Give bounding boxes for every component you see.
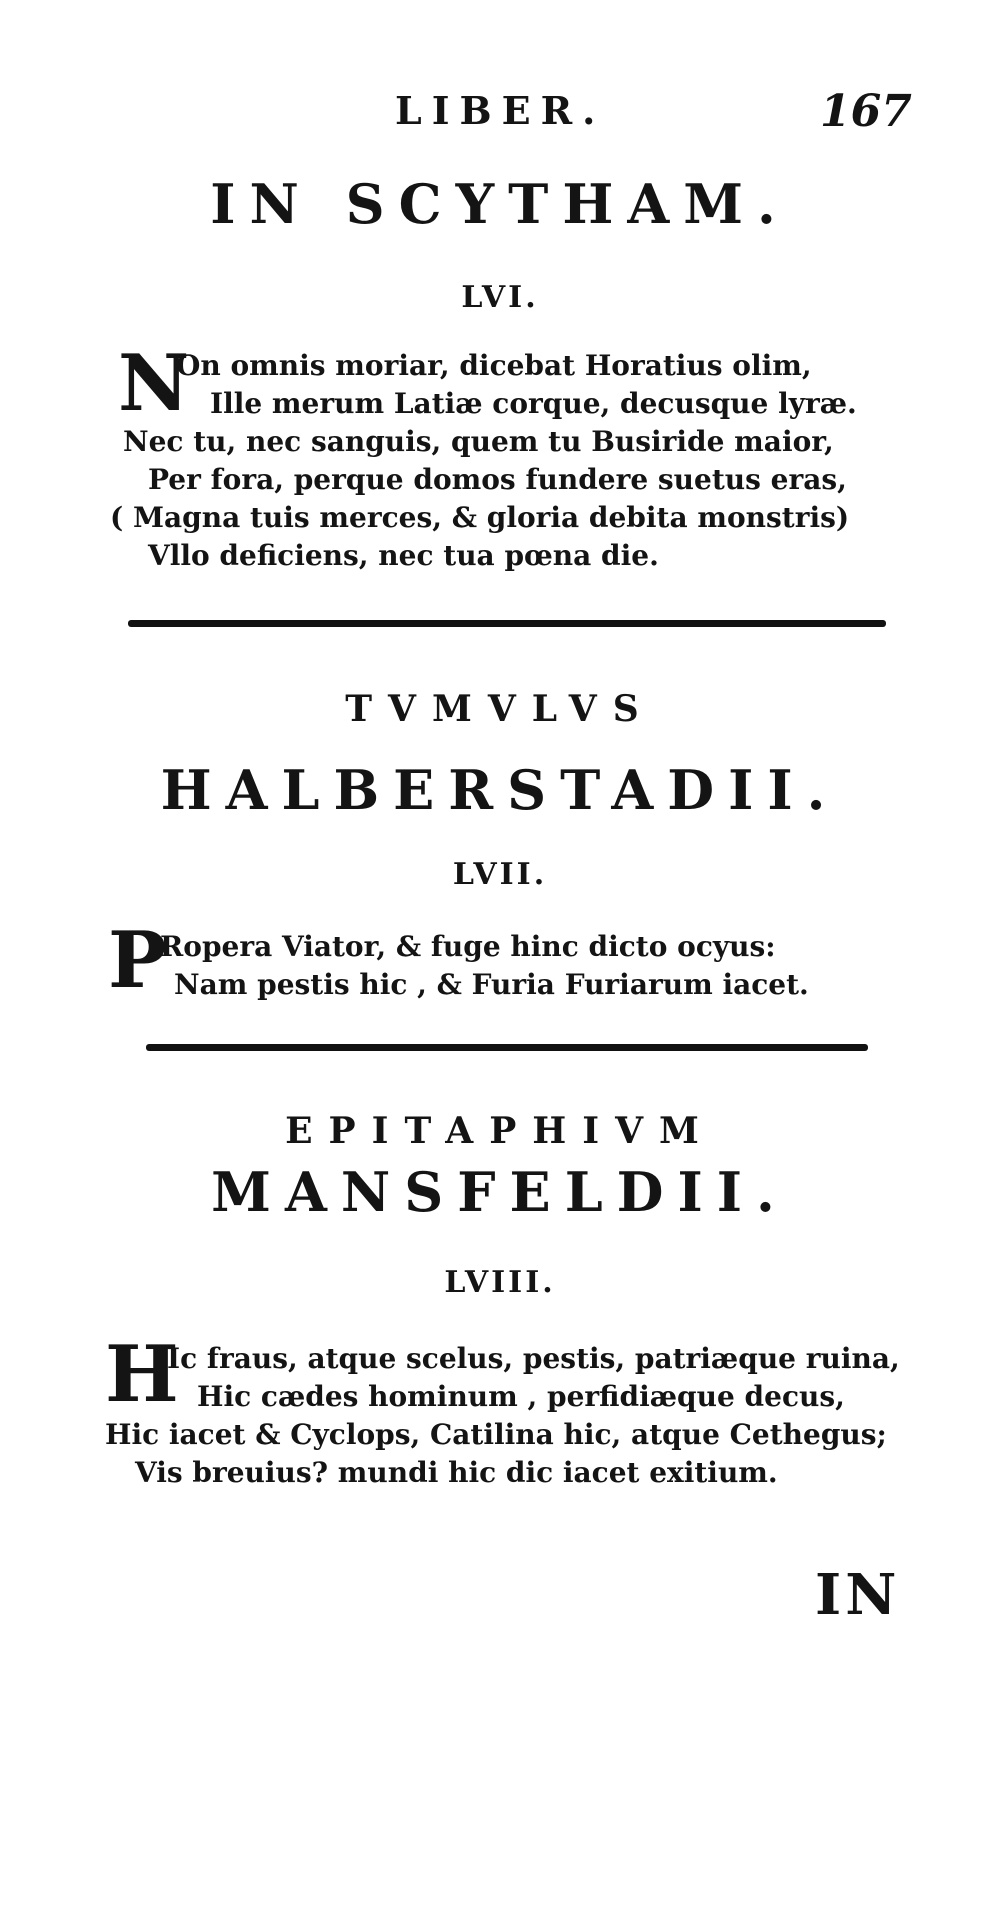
section-title-mansfeldii: MANSFELDII.	[211, 1160, 789, 1224]
epigram-lvi-verse	[110, 338, 878, 585]
verse-line: Per fora, perque domos fundere suetus eras,	[148, 463, 847, 496]
section-title-in-scytham: IN SCYTHAM.	[210, 172, 790, 236]
catchword: IN	[815, 1562, 901, 1628]
epigram-number-lviii: LVIII.	[444, 1265, 556, 1300]
running-title: LIBER.	[395, 88, 606, 133]
verse-line: Hic cædes hominum , perfidiæque decus,	[197, 1380, 845, 1413]
verse-line: Nec tu, nec sanguis, quem tu Busiride maior,	[123, 425, 834, 458]
section-subtitle-tumulus: TVMVLVS	[345, 688, 655, 730]
verse-line: Ille merum Latiæ corque, decusque lyræ.	[210, 387, 857, 420]
epigram-lviii-verse	[105, 1329, 905, 1496]
epigram-number-lvii: LVII.	[452, 857, 548, 892]
epigram-number-lvi: LVI.	[461, 280, 539, 315]
verse-line: Hic iacet & Cyclops, Catilina hic, atque Cethegus;	[105, 1418, 887, 1451]
verse-line: Vllo deficiens, nec tua pœna die.	[148, 539, 659, 572]
verse-line: Ic fraus, atque scelus, pestis, patriæque ruina,	[167, 1342, 900, 1375]
section-subtitle-epitaphium: EPITAPHIVM	[285, 1110, 715, 1152]
drop-cap-h: H	[105, 1329, 179, 1420]
page-number: 167	[820, 86, 912, 137]
verse-line: On omnis moriar, dicebat Horatius olim,	[176, 349, 812, 382]
drop-cap-p: P	[108, 915, 167, 1006]
drop-cap-n: N	[118, 338, 190, 429]
running-head	[0, 88, 1000, 138]
section-divider	[128, 620, 886, 627]
verse-line: Vis breuius? mundi hic dic iacet exitium.	[135, 1456, 778, 1489]
verse-line: Nam pestis hic , & Furia Furiarum iacet.	[174, 968, 809, 1001]
section-divider	[146, 1044, 868, 1051]
verse-line: Ropera Viator, & fuge hinc dicto ocyus:	[160, 930, 776, 963]
verse-line: ( Magna tuis merces, & gloria debita monstris)	[110, 501, 850, 534]
section-title-halberstadii: HALBERSTADII.	[160, 758, 840, 822]
epigram-lvii-verse	[108, 915, 868, 1012]
